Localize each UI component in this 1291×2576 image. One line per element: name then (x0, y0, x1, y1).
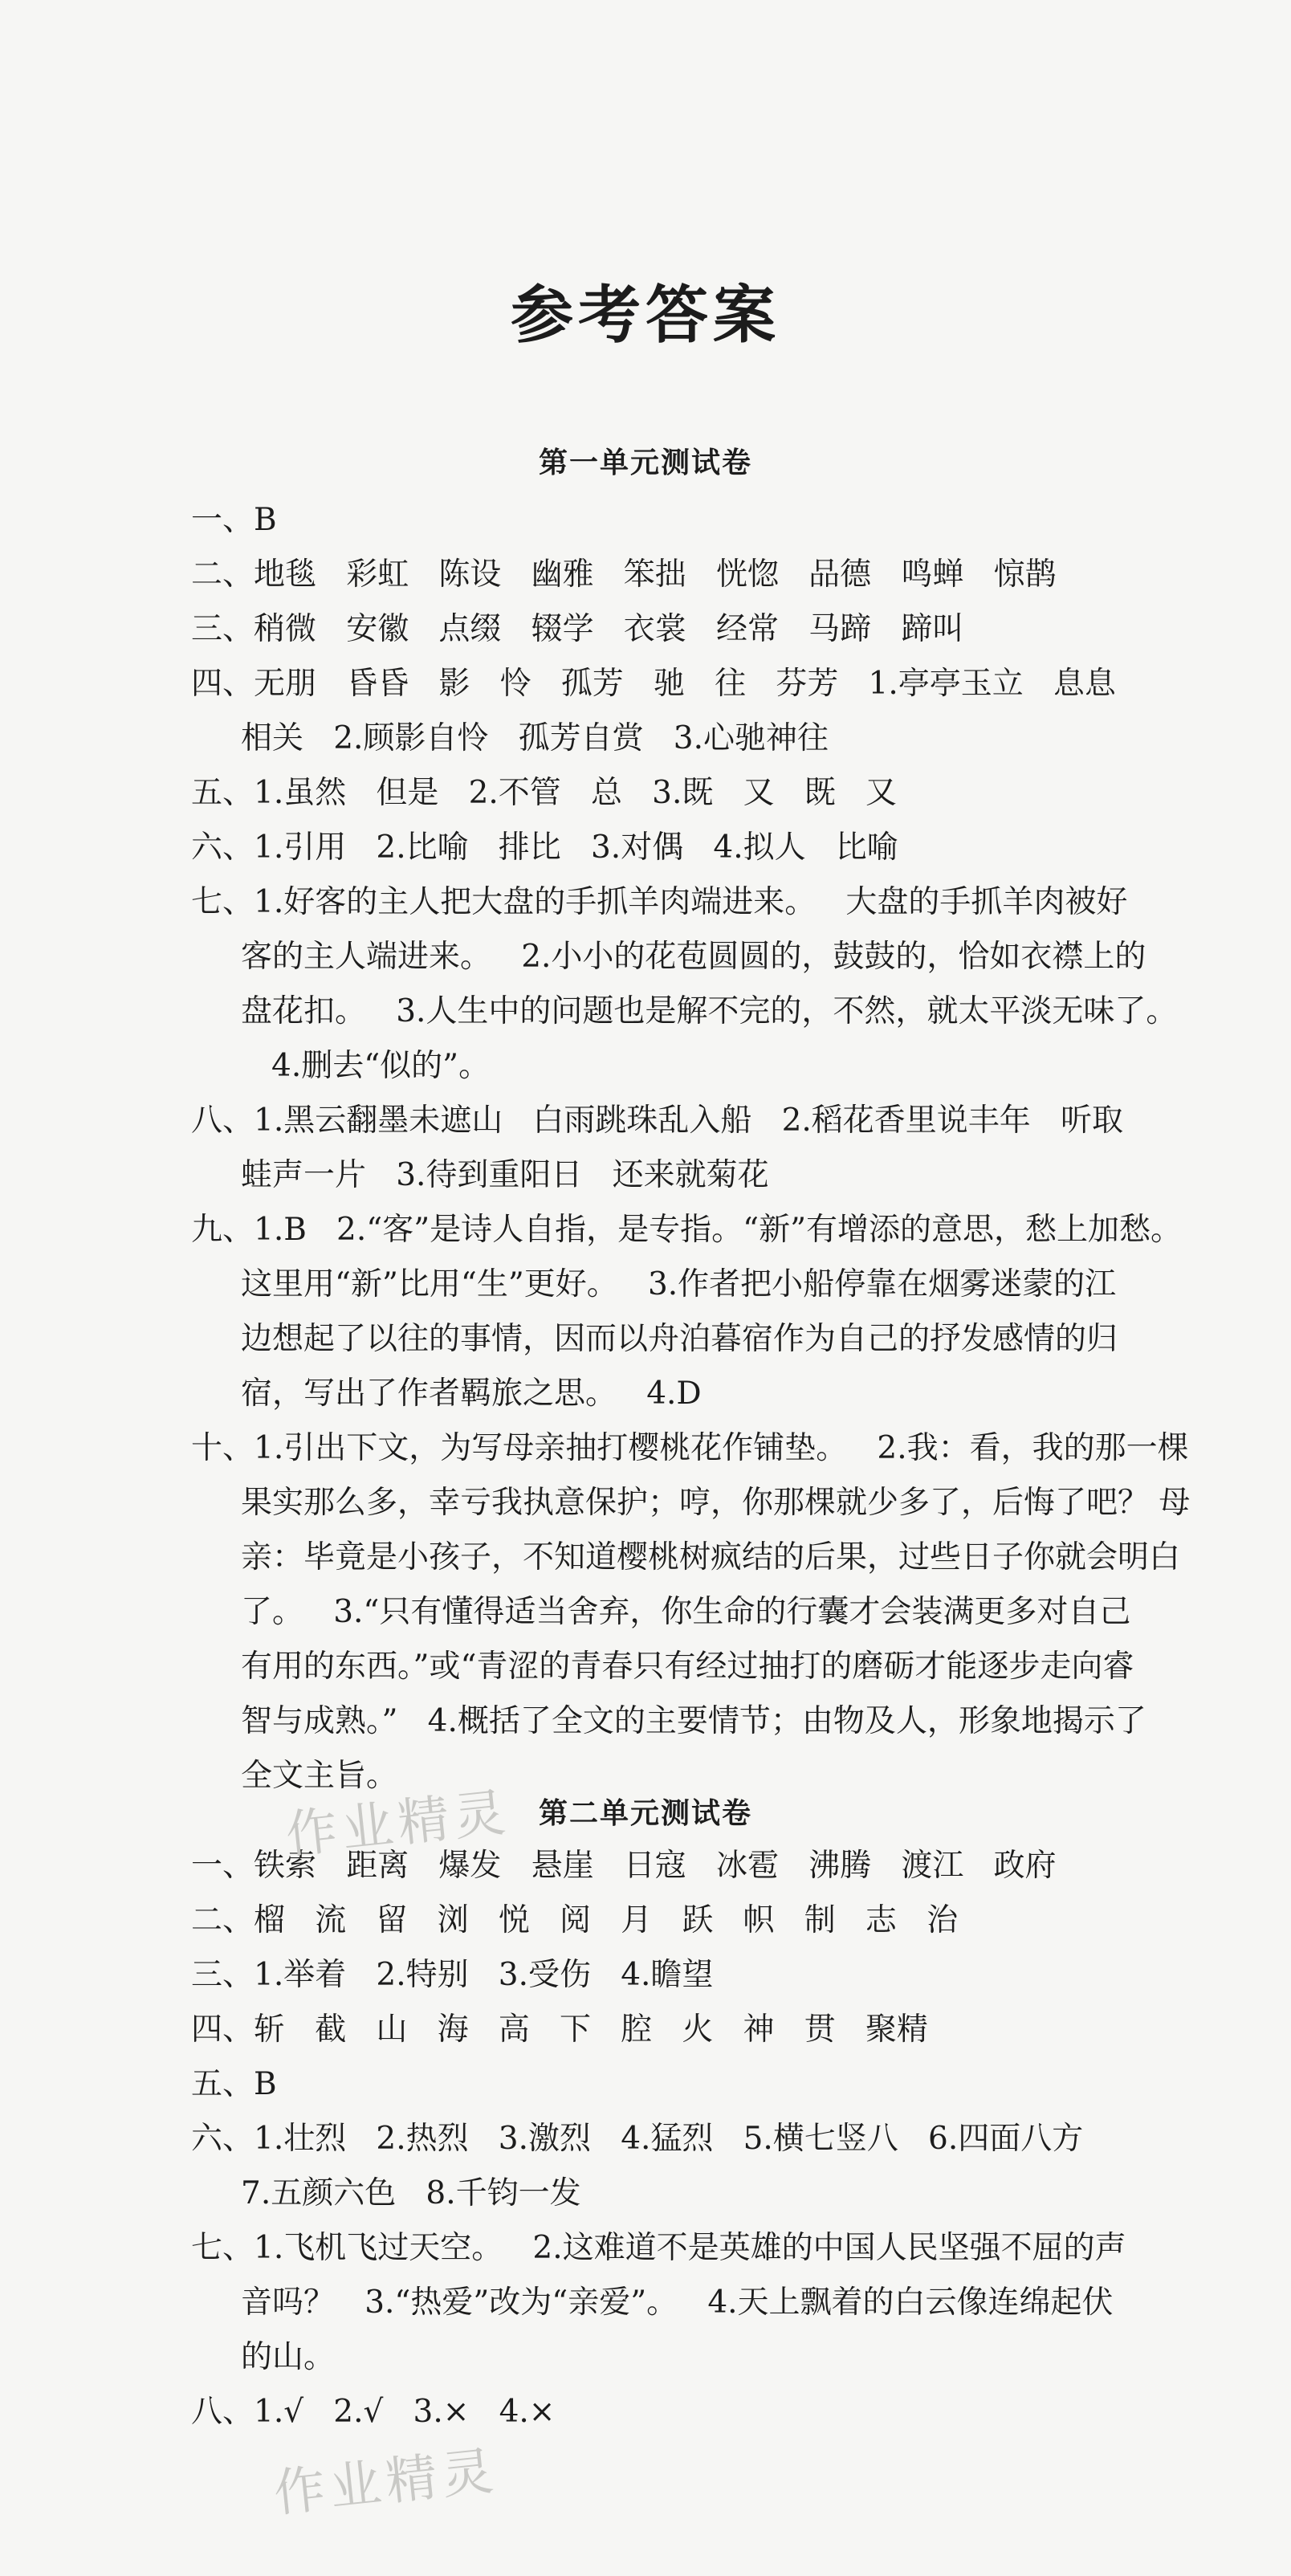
answer-line: 一、铁索 距离 爆发 悬崖 日寇 冰雹 沸腾 渡江 政府 (191, 1848, 1057, 1884)
answer-line: 六、1.引用 2.比喻 排比 3.对偶 4.拟人 比喻 (191, 829, 898, 866)
answer-line: 亲：毕竟是小孩子，不知道樱桃树疯结的后果，过些日子你就会明白 (241, 1539, 1181, 1575)
unit1-heading: 第一单元测试卷 (538, 446, 752, 479)
answer-line: 的山。 (241, 2339, 336, 2375)
answer-line: 相关 2.顾影自怜 孤芳自赏 3.心驰神往 (241, 720, 829, 756)
answer-line: 边想起了以往的事情，因而以舟泊暮宿作为自己的抒发感情的归 (241, 1321, 1118, 1357)
answer-line: 五、B (191, 2066, 277, 2102)
answer-line: 三、1.举着 2.特别 3.受伤 4.瞻望 (191, 1957, 714, 1993)
answer-line: 二、地毯 彩虹 陈设 幽雅 笨拙 恍惚 品德 鸣蝉 惊鹊 (191, 556, 1057, 593)
answer-line: 4.删去“似的”。 (271, 1048, 491, 1084)
unit1-answers (191, 493, 1235, 1804)
answer-line: 客的主人端进来。 2.小小的花苞圆圆的，鼓鼓的，恰如衣襟上的 (241, 939, 1146, 975)
answer-line: 音吗？ 3.“热爱”改为“亲爱”。 4.天上飘着的白云像连绵起伏 (241, 2285, 1114, 2321)
unit2-answers (191, 1839, 1235, 2439)
answer-line: 蛙声一片 3.待到重阳日 还来就菊花 (241, 1157, 769, 1193)
answer-line: 这里用“新”比用“生”更好。 3.作者把小船停靠在烟雾迷蒙的江 (241, 1266, 1117, 1302)
answer-line: 一、B (191, 502, 277, 538)
answer-line: 八、1.黑云翻墨未遮山 白雨跳珠乱入船 2.稻花香里说丰年 听取 (191, 1103, 1123, 1139)
watermark-logo: 作业精灵 (271, 2441, 501, 2525)
answer-line: 智与成熟。” 4.概括了全文的主要情节；由物及人，形象地揭示了 (241, 1703, 1146, 1739)
answer-line: 7.五颜六色 8.千钧一发 (241, 2175, 581, 2211)
answer-line: 有用的东西。”或“青涩的青春只有经过抽打的磨砺才能逐步走向睿 (241, 1649, 1134, 1685)
answer-line: 十、1.引出下文，为写母亲抽打樱桃花作铺垫。 2.我：看，我的那一棵 (191, 1430, 1189, 1466)
answer-line: 了。 3.“只有懂得适当舍弃，你生命的行囊才会装满更多对自己 (241, 1594, 1131, 1630)
answer-line: 六、1.壮烈 2.热烈 3.激烈 4.猛烈 5.横七竖八 6.四面八方 (191, 2121, 1084, 2157)
answer-line: 三、稍微 安徽 点缀 辍学 衣裳 经常 马蹄 蹄叫 (191, 611, 964, 647)
watermark-logo: 作业精灵 (283, 1783, 513, 1866)
answer-line: 九、1.B 2.“客”是诗人自指，是专指。“新”有增添的意思，愁上加愁。 (191, 1212, 1183, 1248)
answer-line: 二、榴 流 留 浏 悦 阅 月 跃 帜 制 志 治 (191, 1902, 959, 1938)
answer-line: 全文主旨。 (241, 1758, 398, 1794)
answer-line: 果实那么多，幸亏我执意保护；哼，你那棵就少多了，后悔了吧？ 母 (241, 1485, 1191, 1521)
answer-line: 四、无朋 昏昏 影 怜 孤芳 驰 往 芬芳 1.亭亭玉立 息息 (191, 666, 1116, 702)
answer-line: 盘花扣。 3.人生中的问题也是解不完的，不然，就太平淡无味了。 (241, 993, 1178, 1029)
answer-line: 四、斩 截 山 海 高 下 腔 火 神 贯 聚精 (191, 2011, 928, 2048)
answer-line: 宿，写出了作者羁旅之思。 4.D (241, 1376, 702, 1412)
answer-line: 七、1.飞机飞过天空。 2.这难道不是英雄的中国人民坚强不屈的声 (191, 2230, 1126, 2266)
answer-line: 八、1.√ 2.√ 3.× 4.× (191, 2394, 556, 2430)
answer-line: 七、1.好客的主人把大盘的手抓羊肉端进来。 大盘的手抓羊肉被好 (191, 884, 1128, 920)
unit2-heading: 第二单元测试卷 (538, 1796, 752, 1830)
page-title: 参考答案 (510, 279, 780, 352)
answer-line: 五、1.虽然 但是 2.不管 总 3.既 又 既 又 (191, 775, 897, 811)
